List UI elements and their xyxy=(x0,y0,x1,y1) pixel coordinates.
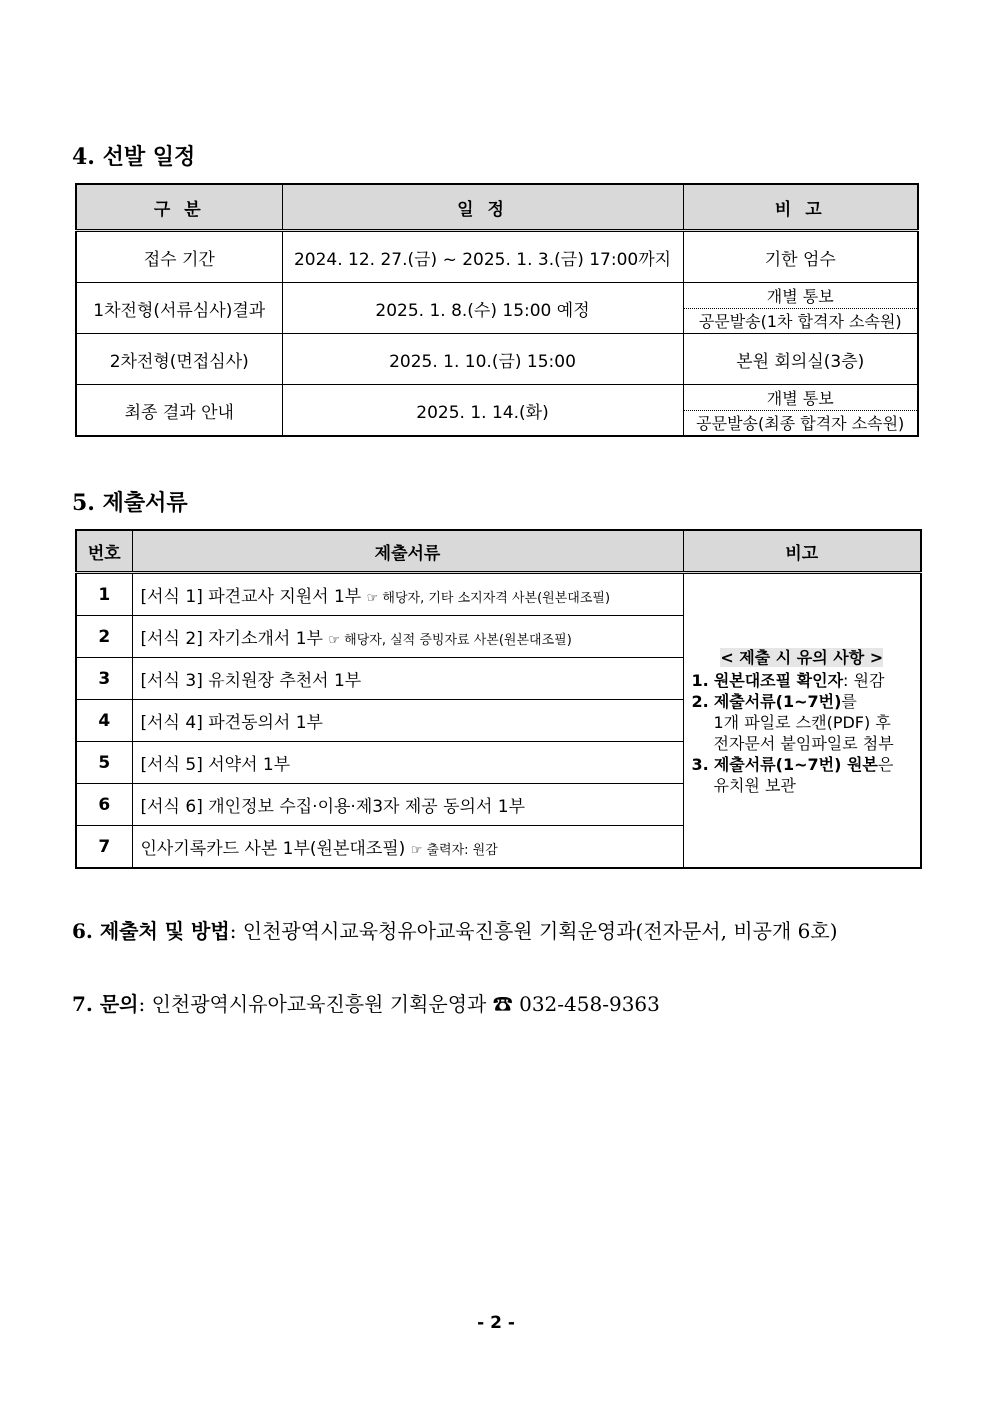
row-category: 1차전형(서류심사)결과 xyxy=(76,283,282,334)
remark-item-2-line2: 1개 파일로 스캔(PDF) 후 xyxy=(713,713,891,732)
section5-title: 5. 제출서류 xyxy=(72,490,188,516)
submission-method-text: : 인천광역시교육청유아교육진흥원 기획운영과(전자문서, 비공개 6호) xyxy=(229,919,838,943)
page-number: - 2 - xyxy=(477,1313,515,1333)
remark-item-1: 1. 원본대조필 확인자: 원감 xyxy=(691,671,885,690)
remark-item-2: 2. 제출서류(1~7번)를 xyxy=(691,692,857,711)
doc-title: [서식 1] 파견교사 지원서 1부 xyxy=(140,587,362,607)
doc-name xyxy=(132,742,683,784)
remark-line: 개별 통보 xyxy=(766,286,834,306)
remark-item-3-line2: 유치원 보관 xyxy=(713,776,796,795)
inquiry-label: 7. 문의 xyxy=(72,992,139,1016)
row-category: 2차전형(면접심사) xyxy=(76,334,282,385)
row-schedule: 2024. 12. 27.(금) ~ 2025. 1. 3.(금) 17:00까지 xyxy=(282,231,683,283)
doc-name xyxy=(132,700,683,742)
doc-note: ☞ 해당자, 기타 소지자격 사본(원본대조필) xyxy=(366,591,611,606)
table-row xyxy=(76,385,918,437)
header-schedule: 일 정 xyxy=(282,184,683,231)
submission-method-line xyxy=(72,915,838,944)
remark-item-3: 3. 제출서류(1~7번) 원본은 xyxy=(691,755,894,774)
section4-title: 4. 선발 일정 xyxy=(72,144,196,170)
row-schedule: 2025. 1. 10.(금) 15:00 xyxy=(282,334,683,385)
inquiry-line xyxy=(72,988,660,1017)
doc-number: 7 xyxy=(76,826,132,869)
doc-title: [서식 6] 개인정보 수집·이용·제3자 제공 동의서 1부 xyxy=(140,797,526,817)
doc-title: [서식 5] 서약서 1부 xyxy=(140,755,291,775)
remark-line: 공문발송(1차 합격자 소속원) xyxy=(684,308,918,334)
remark-line: 공문발송(최종 합격자 소속원) xyxy=(684,410,918,436)
doc-number: 5 xyxy=(76,742,132,784)
docs-header-row xyxy=(76,530,921,573)
doc-number: 4 xyxy=(76,700,132,742)
schedule-header-row xyxy=(76,184,918,231)
header-number: 번호 xyxy=(76,530,132,573)
header-document: 제출서류 xyxy=(132,530,683,573)
row-schedule: 2025. 1. 14.(화) xyxy=(282,385,683,437)
row-remarks: 본원 회의실(3층) xyxy=(683,334,918,385)
doc-name xyxy=(132,826,683,869)
table-row xyxy=(76,573,921,616)
table-row xyxy=(76,334,918,385)
doc-number: 2 xyxy=(76,616,132,658)
header-remarks: 비고 xyxy=(683,530,921,573)
header-remarks: 비 고 xyxy=(683,184,918,231)
doc-title: [서식 2] 자기소개서 1부 xyxy=(140,629,323,649)
remarks-title: < 제출 시 유의 사항 > xyxy=(720,648,884,667)
doc-title: 인사기록카드 사본 1부(원본대조필) xyxy=(140,839,406,859)
doc-number: 6 xyxy=(76,784,132,826)
doc-note: ☞ 출력자: 원감 xyxy=(410,843,498,858)
table-row xyxy=(76,283,918,334)
row-schedule: 2025. 1. 8.(수) 15:00 예정 xyxy=(282,283,683,334)
row-remarks xyxy=(683,385,918,437)
doc-name xyxy=(132,658,683,700)
row-category: 최종 결과 안내 xyxy=(76,385,282,437)
row-remarks xyxy=(683,283,918,334)
doc-name xyxy=(132,573,683,616)
doc-note: ☞ 해당자, 실적 증빙자료 사본(원본대조필) xyxy=(328,633,572,648)
doc-title: [서식 4] 파견동의서 1부 xyxy=(140,713,323,733)
submission-method-label: 6. 제출처 및 방법 xyxy=(72,919,230,943)
schedule-table xyxy=(75,183,919,437)
header-category: 구 분 xyxy=(76,184,282,231)
inquiry-text: : 인천광역시유아교육진흥원 기획운영과 xyxy=(138,992,487,1016)
remark-item-2-line3: 전자문서 붙임파일로 첨부 xyxy=(713,734,894,753)
table-row xyxy=(76,231,918,283)
doc-title: [서식 3] 유치원장 추천서 1부 xyxy=(140,671,362,691)
doc-name xyxy=(132,784,683,826)
remark-line: 개별 통보 xyxy=(766,388,834,408)
doc-name xyxy=(132,616,683,658)
phone-number: 032-458-9363 xyxy=(519,992,660,1016)
submission-remarks xyxy=(683,573,921,869)
row-remarks: 기한 엄수 xyxy=(683,231,918,283)
phone-icon: ☎ xyxy=(492,992,513,1016)
doc-number: 1 xyxy=(76,573,132,616)
row-category: 접수 기간 xyxy=(76,231,282,283)
documents-table xyxy=(75,529,922,869)
doc-number: 3 xyxy=(76,658,132,700)
